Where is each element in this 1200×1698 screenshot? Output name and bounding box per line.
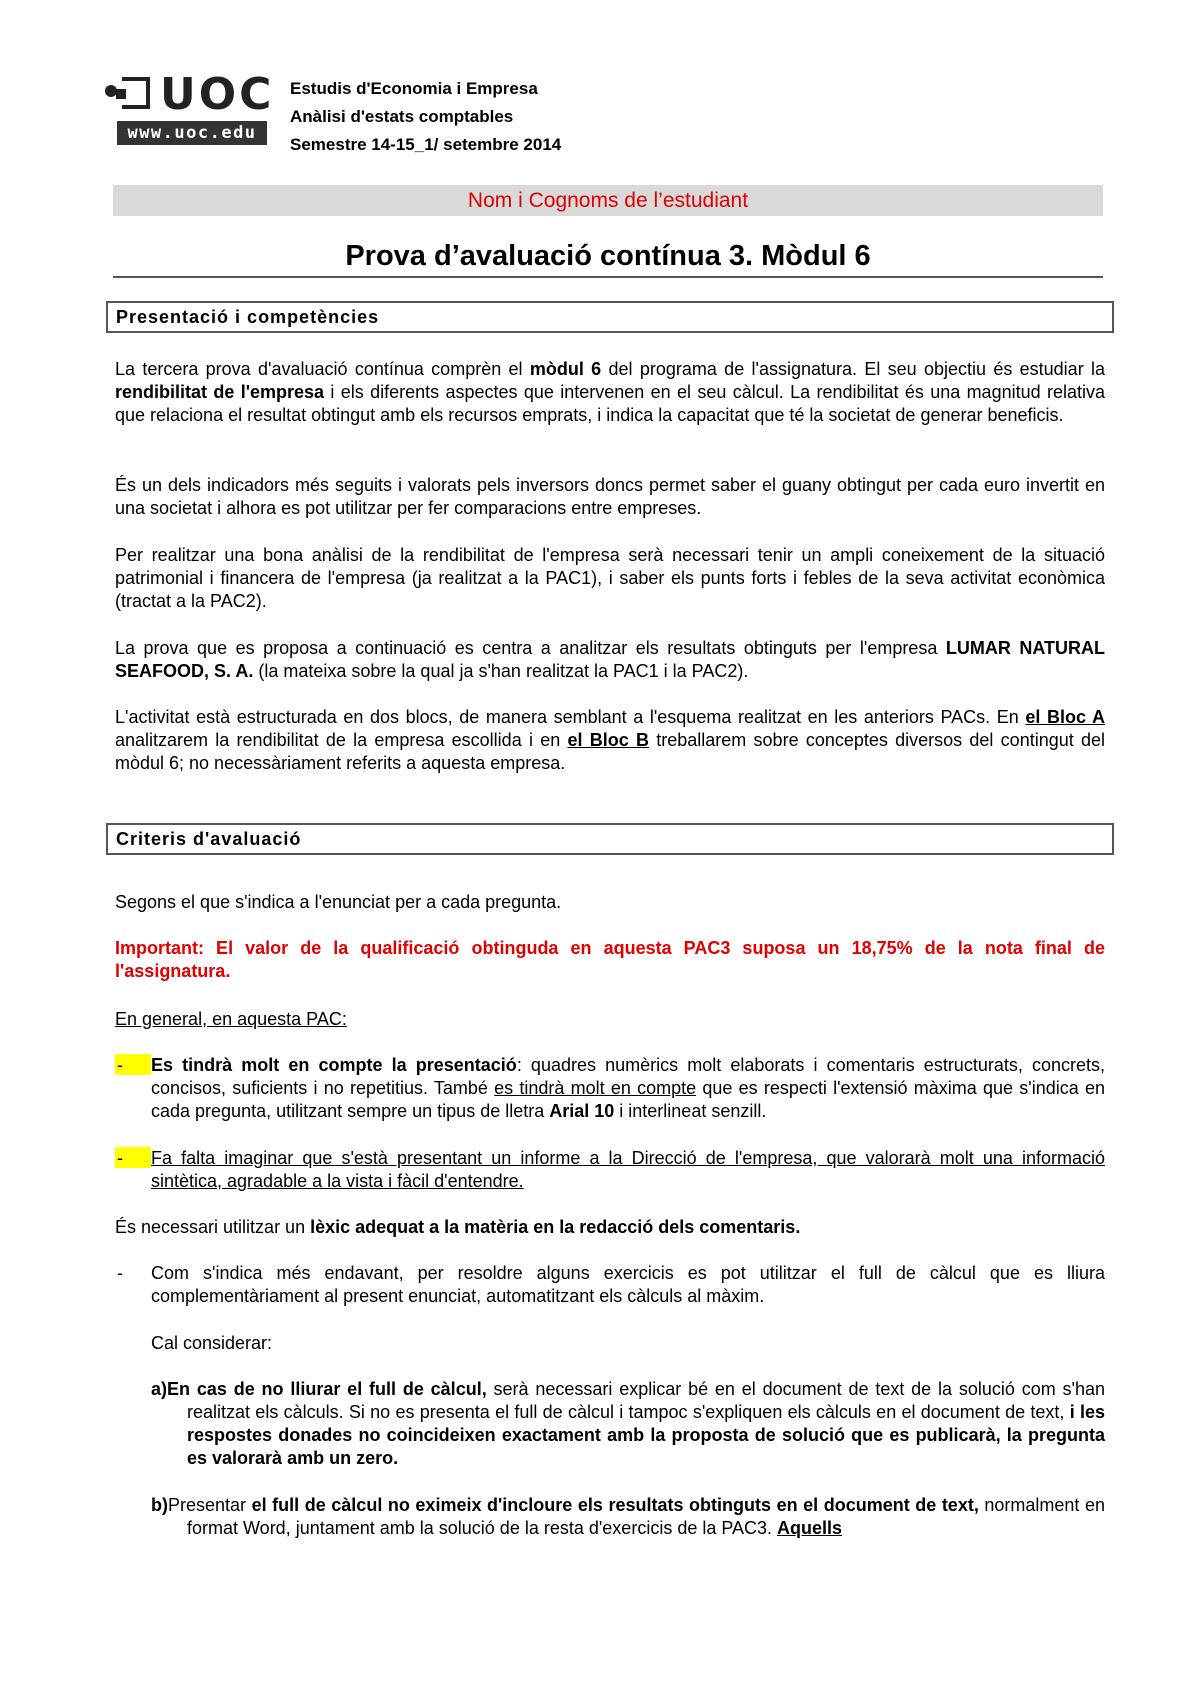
- bullet-presentation: - Es tindrà molt en compte la presentació: quadres numèrics molt elaborats i comentaris estructurats, concrets, concisos, suficients i no repetitius. També es tindrà molt en compte que es respecti l'extensió màxima que s'indica en cada pregunta, utilitzant sempre un tipus de lletra Arial 10 i interlineat senzill.: [117, 1055, 1105, 1121]
- item-a: a)En cas de no lliurar el full de càlcul, serà necessari explicar bé en el document de text de la solució com s'han realitzat els càlculs. Si no es presenta el full de càlcul i tampoc s'expliquen els càlculs en el document de text, i les respostes donades no coincideixen exactament amb la proposta de solució que es publicarà, la pregunta es valorarà amb un zero.: [151, 1379, 1105, 1468]
- header-info: [290, 75, 561, 159]
- paragraph-intro: La tercera prova d'avaluació contínua comprèn el mòdul 6 del programa de l'assignatura. El seu objectiu és estudiar la rendibilitat de l'empresa i els diferents aspectes que intervenen en el seu càlcul. La rendibilitat és una magnitud relativa que relaciona el resultat obtingut amb els recursos emprats, i indica la capacitat que té la societat de generar beneficis.: [115, 359, 1106, 425]
- page-title: Prova d’avaluació contínua 3. Mòdul 6: [345, 240, 871, 272]
- paragraph-criteria: Segons el que s'indica a l'enunciat per a cada pregunta.: [115, 892, 562, 912]
- paragraph-indicators: És un dels indicadors més seguits i valorats pels inversors doncs permet saber el guany obtingut per cada euro invertit en una societat i alhora es pot utilitzar per fer comparacions entre empreses.: [115, 475, 1105, 518]
- paragraph-consider: Cal considerar:: [151, 1333, 273, 1353]
- item-b: b)Presentar el full de càlcul no eximeix d'incloure els resultats obtinguts en el document de text, normalment en format Word, juntament amb la solució de la resta d'exercicis de la PAC3. Aquells: [151, 1495, 1105, 1538]
- paragraph-structure: L'activitat està estructurada en dos blocs, de manera semblant a l'esquema realitzat en les anteriors PACs. En el Bloc A analitzarem la rendibilitat de la empresa escollida i en el Bloc B treballarem sobre conceptes diversos del contingut del mòdul 6; no necessàriament referits a aquesta empresa.: [115, 707, 1106, 773]
- bullet-spreadsheet: - Com s'indica més endavant, per resoldre alguns exercicis es pot utilitzar el full de càlcul que es lliura complementàriament al present enunciat, automatitzant els càlculs al màxim.: [117, 1263, 1105, 1306]
- logo-square-icon: [122, 77, 150, 109]
- student-name-bar: Nom i Cognoms de l’estudiant: [113, 185, 1103, 216]
- bullet-marker: -: [117, 1263, 123, 1283]
- logo-word: UOC: [160, 69, 275, 120]
- important-note: Important: El valor de la qualificació obtinguda en aquesta PAC3 suposa un 18,75% de la nota final de l'assignatura.: [115, 938, 1105, 981]
- bullet-marker: -: [115, 1147, 151, 1168]
- section-heading-presentacio: Presentació i competències: [106, 301, 1114, 333]
- general-heading: En general, en aquesta PAC:: [115, 1009, 347, 1029]
- header-line-school: Estudis d'Economia i Empresa: [290, 79, 538, 98]
- paragraph-analysis: Per realitzar una bona anàlisi de la rendibilitat de l'empresa serà necessari tenir un ampli coneixement de la situació patrimonial i financera de l'empresa (ja realitzat a la PAC1), i saber els punts forts i febles de la seva activitat econòmica (tractat a la PAC2).: [115, 545, 1105, 611]
- header-line-course: Anàlisi d'estats comptables: [290, 107, 514, 126]
- section-heading-criteris: Criteris d'avaluació: [106, 823, 1114, 855]
- bullet-marker: -: [115, 1054, 151, 1075]
- paragraph-lexic: És necessari utilitzar un lèxic adequat a la matèria en la redacció dels comentaris.: [115, 1217, 801, 1237]
- uoc-logo: [105, 69, 275, 153]
- header-line-semester: Semestre 14-15_1/ setembre 2014: [290, 135, 562, 154]
- logo-url: www.uoc.edu: [117, 121, 267, 145]
- title-divider: [113, 276, 1103, 278]
- paragraph-company: La prova que es proposa a continuació es centra a analitzar els resultats obtinguts per l'empresa LUMAR NATURAL SEAFOOD, S. A. (la mateixa sobre la qual ja s'han realitzat la PAC1 i la PAC2).: [115, 638, 1105, 681]
- bullet-report: - Fa falta imaginar que s'està presentant un informe a la Direcció de l'empresa, que valorarà molt una informació sintètica, agradable a la vista i fàcil d'entendre.: [117, 1148, 1105, 1191]
